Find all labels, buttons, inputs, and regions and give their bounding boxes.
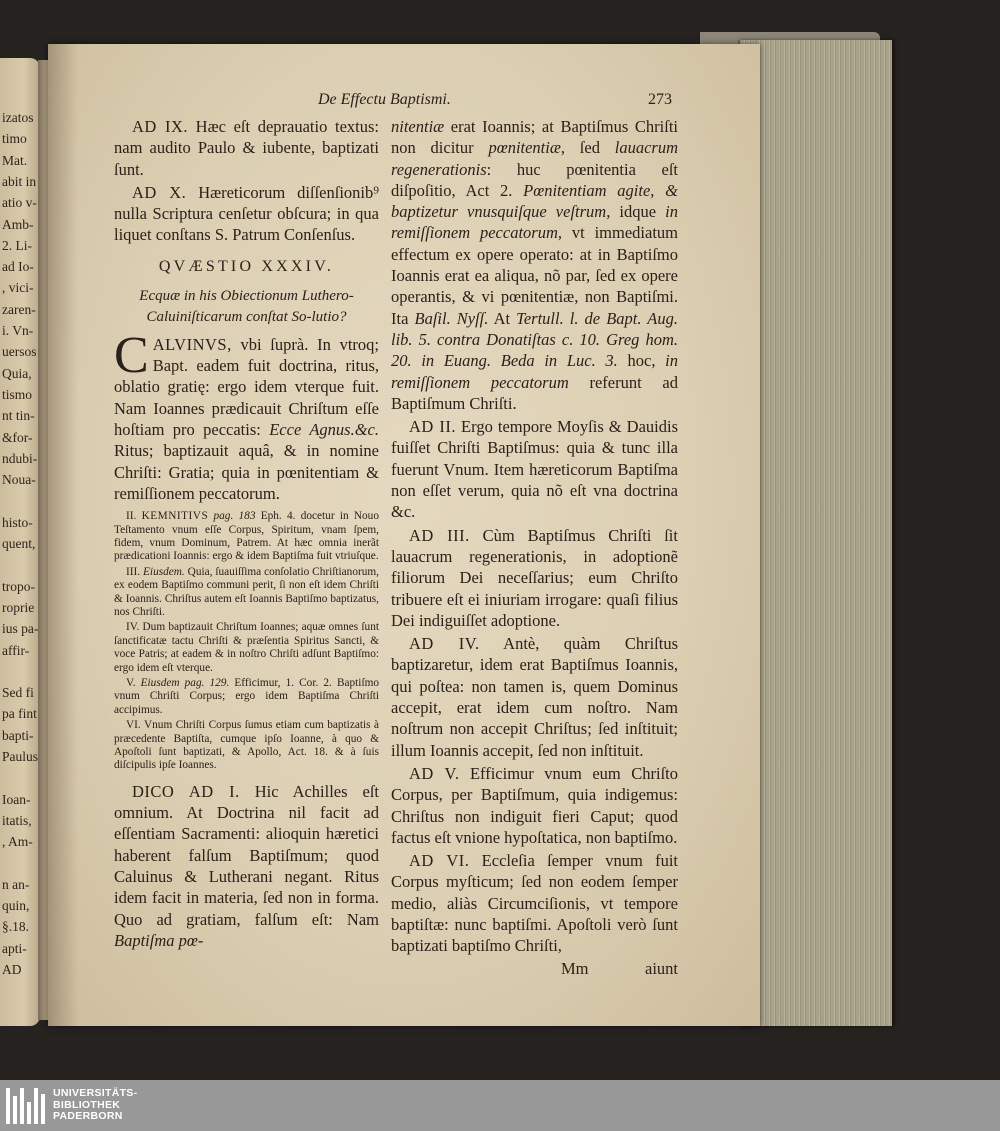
- right-column: [391, 116, 678, 979]
- margin-fragment: roprie: [2, 599, 35, 615]
- note-author: Eiusdem.: [143, 565, 185, 578]
- margin-fragment: ndubi-: [2, 450, 38, 466]
- italic-text: in remiſſionem peccatorum,: [391, 202, 678, 243]
- paragraph-text: Eccleſia ſemper vnum fuit Corpus myſticum; ſed non eodem ſemper medio, aliàs Circumciſionis, vt tempore baptiſtæ: nunc baptiſmi. Apoſtoli verò ſunt baptizati baptiſmo Chriſti,: [391, 851, 678, 956]
- paragraph-text: erat Ioannis; at Baptiſmus Chriſti non dicitur: [391, 117, 678, 158]
- note-number: III.: [126, 565, 144, 578]
- drop-capital: C: [114, 326, 149, 384]
- note-number: VI.: [126, 719, 144, 732]
- left-page-fragment: [0, 58, 40, 1026]
- margin-fragment: pa fint: [2, 706, 37, 722]
- paragraph-calvinus: [114, 326, 379, 504]
- italic-text: lauacrum regenerationis: [391, 138, 678, 179]
- margin-fragment: n an-: [2, 876, 30, 892]
- margin-fragment: Mat.: [2, 152, 28, 168]
- italic-text: nitentiæ: [391, 117, 445, 136]
- page-number: 273: [648, 91, 672, 108]
- question-subtitle: Ecquæ in his Obiectionum Luthero-Caluiniſticarum conſtat So-lutio?: [139, 287, 354, 325]
- paragraph-text: Efficimur vnum eum Chriſto Corpus, per Baptiſmum, quia indigemus: Chriſtus non indiguit fieri Caput; quod factus eſt vnione hypoſtatica, non baptiſmo.: [391, 763, 679, 847]
- note-author: Eiusdem pag. 129.: [140, 677, 230, 690]
- citation: Baſil. Nyſſ.: [414, 308, 489, 328]
- margin-fragment: bapti-: [2, 727, 34, 743]
- margin-fragment: atio v-: [2, 195, 37, 211]
- margin-fragment: Sed fi: [2, 685, 34, 701]
- margin-fragment: quin,: [2, 898, 30, 914]
- margin-fragment: ius pa-: [2, 621, 39, 637]
- library-bars-logo-icon: [6, 1088, 45, 1124]
- margin-fragment: zaren-: [2, 301, 36, 317]
- note-item: [114, 566, 379, 620]
- paragraph-text: Hic Achilles eſt omnium. At Doctrina nil facit ad eſſentiam Sacramenti: alioquin hæretici haberent falſum Baptiſmum; quod Caluinus & Lutherani negant. Ritus idem facit in materia, ſed non in forma. Quo ad gratiam, falſum eſt: Nam: [114, 781, 379, 929]
- question-title: QVÆSTIO XXXIV.: [158, 257, 335, 275]
- note-number: IV.: [126, 621, 143, 634]
- margin-fragment: abit in: [2, 173, 37, 189]
- page-block-edge: [738, 40, 892, 1026]
- citation: Ecce Agnus.&c.: [269, 419, 379, 439]
- note-text: Vnum Chriſti Corpus ſumus etiam cum baptizatis à præcedente Baptiſta, cumque ipſo Ioanne, à quo & Apoſtoli ſunt baptizati, & Apollo, Act. 18. & à ſuis diſcipulis ipſe Ioannes.: [114, 719, 379, 772]
- margin-fragment: &for-: [2, 429, 33, 445]
- paragraph-text: idque: [610, 202, 666, 222]
- margin-fragment: i. Vn-: [2, 323, 34, 338]
- note-text: Efficimur, 1. Cor. 2. Baptiſmo vnum Chriſti Corpus; ergo idem Baptiſma Chriſti accipimus.: [114, 677, 380, 716]
- margin-fragment: nt tin-: [2, 408, 35, 424]
- paragraph-ad-iii: [391, 525, 678, 631]
- margin-fragment: , vici-: [2, 280, 34, 296]
- note-number: II.: [126, 510, 142, 523]
- note-text: Dum baptizauit Chriſtum Ioannes; aquæ omnes ſunt ſanctificatæ tactu Chriſti & præſentia Spiritus Sancti, & voce Patris; at eadem & in noſtro Chriſti adſunt Baptiſmo: ergo idem eſt vterque.: [114, 621, 379, 674]
- note-author: KEMNITIVS: [141, 510, 209, 523]
- margin-fragment: Ioan-: [2, 791, 31, 807]
- library-name-line: UNIVERSITÄTS-: [53, 1087, 138, 1100]
- margin-fragment: timo: [2, 131, 27, 147]
- note-item: [114, 677, 379, 717]
- scripture-quote: Pœnitentiam agite, & baptizetur vnusquiſque veſtrum,: [391, 180, 678, 222]
- page-footer-line: [391, 959, 678, 979]
- paragraph-continuation: [391, 116, 678, 414]
- paragraph-text: vbi ſuprà. In vtroq; Bapt. eadem fuit doctrina, ritus, oblatio gratię: ergo idem vterque fuit. Nam Ioannes prædicauit Chriſtum eſſe hoſtiam pro peccatis:: [114, 334, 379, 439]
- margin-fragment: apti-: [2, 940, 27, 956]
- section-label: AD V.: [409, 763, 460, 783]
- margin-fragment: histo-: [2, 514, 33, 530]
- main-page: [48, 44, 760, 1026]
- paragraph-text: , ſed: [560, 138, 615, 158]
- paragraph-text: Ergo tempore Moyſis & Dauidis fuiſſet Chriſti Baptiſmus: quia & tunc illa fuerunt Vnum. Item hæreticorum Baptiſma non eſſet verum, quia nõ eſt vna doctrina &c.: [391, 417, 678, 522]
- paragraph-text: Ritus; baptizauit aquâ, & in nomine Chriſti: Gratia; quia in pœnitentiam & remiſſionem peccatorum.: [114, 441, 379, 503]
- citation: Tertull. l. de Bapt. Aug. lib. 5. contra Donatiſtas c. 10. Greg hom. 20. in Euang. Beda in Luc. 3.: [391, 308, 678, 371]
- margin-fragment: AD: [2, 962, 22, 977]
- section-label: DICO AD I.: [132, 781, 240, 801]
- margin-fragment: itatis,: [2, 812, 32, 828]
- section-label: AD II.: [409, 417, 456, 437]
- margin-fragment: Amb-: [2, 216, 34, 232]
- margin-fragment: affir-: [2, 642, 30, 658]
- note-item: [114, 719, 379, 773]
- margin-fragment: tismo: [2, 386, 33, 402]
- library-name-line: BIBLIOTHEK: [53, 1098, 121, 1111]
- author-name: ALVINVS,: [152, 334, 232, 354]
- section-label: AD IV.: [409, 634, 480, 654]
- running-head: De Effectu Baptismi.: [318, 91, 451, 108]
- catchword: aiunt: [645, 958, 678, 978]
- section-label: AD III.: [409, 525, 470, 545]
- margin-fragment: uersos: [2, 344, 37, 360]
- signature-mark: Mm: [561, 958, 589, 978]
- paragraph-ad-v: [391, 763, 678, 848]
- margin-fragment: Noua-: [2, 472, 36, 488]
- paragraph-text: referunt ad Baptiſmum Chriſti.: [391, 372, 678, 413]
- margin-fragment: tropo-: [2, 578, 35, 594]
- paragraph-text: hoc,: [617, 351, 666, 371]
- note-citation: pag. 183: [208, 510, 256, 523]
- library-name-line: PADERBORN: [53, 1110, 123, 1123]
- note-item: [114, 621, 379, 675]
- paragraph-text: vt immediatum effectum ex opere operato: at in Baptiſmo Ioannis erat ea aliqua, nõ par, ſed ex opere operantis, & vi pœnitentiæ, non Baptiſmi. Ita: [391, 223, 678, 328]
- margin-fragment: ad Io-: [2, 259, 34, 275]
- citation: Baptiſma pœ-: [114, 930, 204, 950]
- note-item: [114, 510, 379, 564]
- paragraph-text: Antè, quàm Chriſtus baptizaretur, idem erat Baptiſmus Ioannis, qui poſtea: non tamen is, quem Dominus accepit, erat idem cum noſtro. Nam noſtrum non accepit Chriſtus; ſed inſtituit; illum Ioannis accepit, ſed non inſtituit.: [391, 634, 678, 760]
- paragraph-text: Cùm Baptiſmus Chriſti ſit lauacrum regenerationis, in adoptionẽ filiorum Dei neceſſarius; eum Chriſto tribuere eſt ei iniuriam irrogare: quaſi filius Dei indiguiſſet adoptione.: [391, 525, 678, 630]
- paragraph-text: : huc pœnitentia eſt diſpoſitio, Act 2.: [391, 159, 678, 200]
- paragraph-text: Hæc eſt deprauatio textus: nam audito Paulo & iubente, baptizati ſunt.: [114, 117, 379, 179]
- objection-notes: [114, 510, 379, 773]
- paragraph-ad-vi: [391, 850, 678, 956]
- italic-text: in remiſſionem peccatorum: [391, 351, 678, 392]
- note-text: Eph. 4. docetur in Nouo Teſtamento vnum eſſe Corpus, Spiritum, vnam ſpem, fidem, vnum Dominum, Patrem. At hæc omnia inerãt prædicationi Ioannis: ergo & idem Baptiſma fuit vtriuſque.: [114, 510, 379, 563]
- margin-fragment: 2. Li-: [2, 237, 32, 253]
- paragraph-ad-iv: [391, 633, 678, 761]
- section-label: AD IX.: [132, 117, 189, 136]
- section-label: AD VI.: [409, 851, 470, 871]
- paragraph-ad-x: [114, 182, 379, 246]
- note-text: Quia, ſuauiſſima conſolatio Chriſtianorum, ex eodem Baptiſmo communi perit, ſi non eſt idem Chriſti & Ioannis. Chriſtus autem eſt Ioannis Baptiſmo baptizatus, nos Chriſti.: [114, 565, 379, 618]
- paragraph-text: Hæreticorum diſſenſionib⁹ nulla Scriptura cenſetur obſcura; in qua liquet conſtans S. Patrum Conſenſus.: [114, 182, 379, 245]
- library-footer: [0, 1080, 1000, 1131]
- library-name: [53, 1088, 137, 1123]
- paragraph-ad-ix: [114, 116, 379, 180]
- margin-fragment: , Am-: [2, 834, 33, 850]
- italic-text: pœnitentiæ: [488, 138, 561, 158]
- margin-fragment: quent,: [2, 536, 36, 551]
- margin-fragment: Paulus: [2, 749, 39, 764]
- paragraph-dico: [114, 781, 379, 951]
- left-column: [114, 116, 379, 951]
- paragraph-text: At: [488, 308, 517, 328]
- margin-fragment: Quia,: [2, 365, 32, 381]
- section-label: AD X.: [132, 182, 187, 202]
- note-number: V.: [126, 677, 141, 690]
- margin-fragment: izatos: [2, 110, 34, 125]
- margin-fragment: §.18.: [2, 919, 29, 935]
- paragraph-ad-ii: [391, 416, 678, 522]
